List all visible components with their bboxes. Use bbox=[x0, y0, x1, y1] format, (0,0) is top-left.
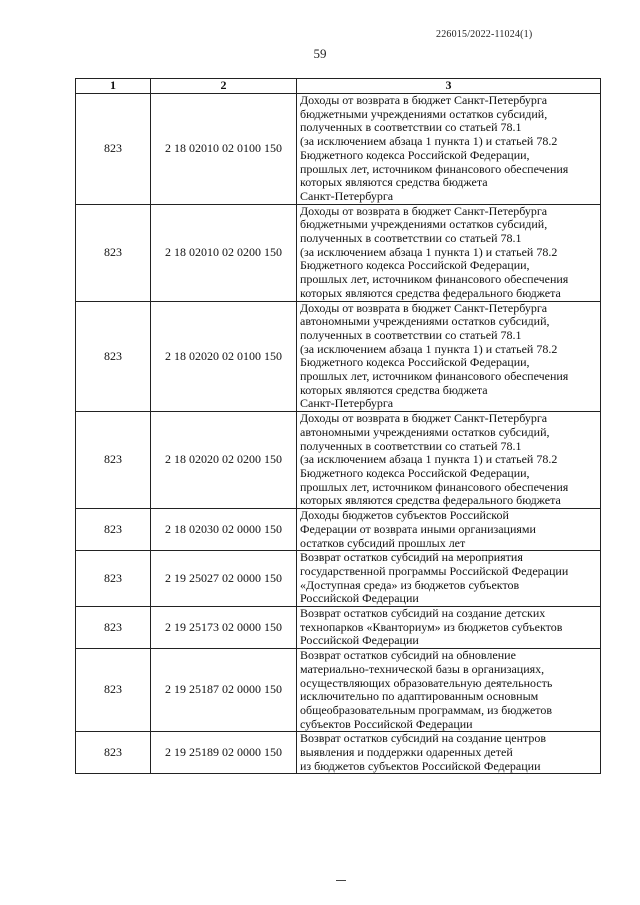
revenue-description-cell bbox=[297, 607, 601, 649]
admin-code-cell: 823 bbox=[76, 509, 151, 551]
description-line: автономными учреждениями остатков субсидий, bbox=[300, 314, 550, 329]
description-line: полученных в соответствии со статьей 78.1 bbox=[300, 327, 522, 342]
admin-code-cell: 823 bbox=[76, 607, 151, 649]
admin-code-cell: 823 bbox=[76, 204, 151, 301]
description-line: исключительно по адаптированным основным bbox=[300, 689, 539, 704]
description-line: материально-технической базы в организациях, bbox=[300, 661, 545, 676]
description-line: Бюджетного кодекса Российской Федерации, bbox=[300, 258, 530, 273]
admin-code-cell: 823 bbox=[76, 301, 151, 412]
description-line: прошлых лет, источником финансового обеспечения bbox=[300, 272, 569, 287]
table-row bbox=[76, 551, 601, 607]
document-id: 226015/2022-11024(1) bbox=[436, 29, 533, 40]
description-line: Возврат остатков субсидий на создание детских bbox=[300, 606, 546, 621]
description-line: бюджетными учреждениями остатков субсидий, bbox=[300, 217, 548, 232]
description-line: Бюджетного кодекса Российской Федерации, bbox=[300, 465, 530, 480]
description-line: Доходы бюджетов субъектов Российской bbox=[300, 508, 509, 523]
description-line: Доходы от возврата в бюджет Санкт-Петербурга bbox=[300, 411, 548, 426]
admin-code-cell: 823 bbox=[76, 551, 151, 607]
description-line: из бюджетов субъектов Российской Федерации bbox=[300, 758, 541, 773]
description-line: Санкт-Петербурга bbox=[300, 188, 394, 203]
admin-code-cell: 823 bbox=[76, 94, 151, 205]
description-line: Возврат остатков субсидий на обновление bbox=[300, 648, 516, 663]
description-line: которых являются средства федерального бюджета bbox=[300, 493, 561, 508]
admin-code-cell: 823 bbox=[76, 412, 151, 509]
description-line: Российской Федерации bbox=[300, 633, 419, 648]
description-line: Доходы от возврата в бюджет Санкт-Петербурга bbox=[300, 300, 548, 315]
description-line: прошлых лет, источником финансового обеспечения bbox=[300, 161, 569, 176]
description-line: Возврат остатков субсидий на мероприятия bbox=[300, 550, 523, 565]
description-line: Доходы от возврата в бюджет Санкт-Петербурга bbox=[300, 203, 548, 218]
description-line: общеобразовательным программам, из бюджетов bbox=[300, 702, 553, 717]
description-line: которых являются средства бюджета bbox=[300, 382, 488, 397]
description-line: прошлых лет, источником финансового обеспечения bbox=[300, 479, 569, 494]
table-body bbox=[76, 94, 601, 774]
description-line: (за исключением абзаца 1 пункта 1) и статьей 78.2 bbox=[300, 452, 558, 467]
table-row bbox=[76, 649, 601, 732]
table-row bbox=[76, 732, 601, 774]
table-row bbox=[76, 412, 601, 509]
admin-code-cell: 823 bbox=[76, 732, 151, 774]
revenue-description-cell bbox=[297, 509, 601, 551]
description-line: Федерации от возврата иными организациями bbox=[300, 521, 536, 536]
description-line: бюджетными учреждениями остатков субсидий, bbox=[300, 106, 548, 121]
revenue-description-cell bbox=[297, 551, 601, 607]
budget-classification-code-cell: 2 19 25187 02 0000 150 bbox=[151, 649, 297, 732]
revenue-codes-table bbox=[75, 78, 601, 774]
budget-classification-code-cell: 2 18 02020 02 0100 150 bbox=[151, 301, 297, 412]
revenue-description-cell bbox=[297, 732, 601, 774]
description-line: (за исключением абзаца 1 пункта 1) и статьей 78.2 bbox=[300, 244, 558, 259]
description-line: осуществляющих образовательную деятельность bbox=[300, 675, 553, 690]
description-line: полученных в соответствии со статьей 78.1 bbox=[300, 231, 522, 246]
description-line: полученных в соответствии со статьей 78.1 bbox=[300, 438, 522, 453]
revenue-description-cell bbox=[297, 301, 601, 412]
description-line: «Доступная среда» из бюджетов субъектов bbox=[300, 577, 520, 592]
table-header-row bbox=[76, 79, 601, 94]
budget-classification-code-cell: 2 19 25173 02 0000 150 bbox=[151, 607, 297, 649]
budget-classification-code-cell: 2 18 02010 02 0100 150 bbox=[151, 94, 297, 205]
description-line: государственной программы Российской Федерации bbox=[300, 563, 569, 578]
revenue-description-cell bbox=[297, 204, 601, 301]
table-row bbox=[76, 301, 601, 412]
description-line: Бюджетного кодекса Российской Федерации, bbox=[300, 147, 530, 162]
page-number: 59 bbox=[313, 46, 327, 61]
description-line: субъектов Российской Федерации bbox=[300, 716, 473, 731]
footer-mark bbox=[336, 880, 346, 881]
column-header-2: 2 bbox=[151, 79, 297, 94]
revenue-description-cell bbox=[297, 412, 601, 509]
description-line: (за исключением абзаца 1 пункта 1) и статьей 78.2 bbox=[300, 341, 558, 356]
table-row bbox=[76, 509, 601, 551]
revenue-description-cell bbox=[297, 649, 601, 732]
table-row bbox=[76, 94, 601, 205]
column-header-1: 1 bbox=[76, 79, 151, 94]
description-line: которых являются средства бюджета bbox=[300, 175, 488, 190]
budget-classification-code-cell: 2 19 25027 02 0000 150 bbox=[151, 551, 297, 607]
description-line: прошлых лет, источником финансового обеспечения bbox=[300, 369, 569, 384]
description-line: Санкт-Петербурга bbox=[300, 396, 394, 411]
budget-classification-code-cell: 2 19 25189 02 0000 150 bbox=[151, 732, 297, 774]
budget-classification-code-cell: 2 18 02010 02 0200 150 bbox=[151, 204, 297, 301]
description-line: Возврат остатков субсидий на создание центров bbox=[300, 731, 547, 746]
description-line: остатков субсидий прошлых лет bbox=[300, 535, 466, 550]
description-line: (за исключением абзаца 1 пункта 1) и статьей 78.2 bbox=[300, 134, 558, 149]
description-line: Бюджетного кодекса Российской Федерации, bbox=[300, 355, 530, 370]
admin-code-cell: 823 bbox=[76, 649, 151, 732]
column-header-3: 3 bbox=[297, 79, 601, 94]
description-line: автономными учреждениями остатков субсидий, bbox=[300, 424, 550, 439]
description-line: которых являются средства федерального бюджета bbox=[300, 285, 561, 300]
table-row bbox=[76, 204, 601, 301]
budget-classification-code-cell: 2 18 02030 02 0000 150 bbox=[151, 509, 297, 551]
table-row bbox=[76, 607, 601, 649]
revenue-description-cell bbox=[297, 94, 601, 205]
description-line: полученных в соответствии со статьей 78.1 bbox=[300, 120, 522, 135]
description-line: технопарков «Кванториум» из бюджетов субъектов bbox=[300, 619, 563, 634]
description-line: Доходы от возврата в бюджет Санкт-Петербурга bbox=[300, 93, 548, 107]
description-line: Российской Федерации bbox=[300, 591, 419, 606]
budget-classification-code-cell: 2 18 02020 02 0200 150 bbox=[151, 412, 297, 509]
description-line: выявления и поддержки одаренных детей bbox=[300, 745, 513, 760]
